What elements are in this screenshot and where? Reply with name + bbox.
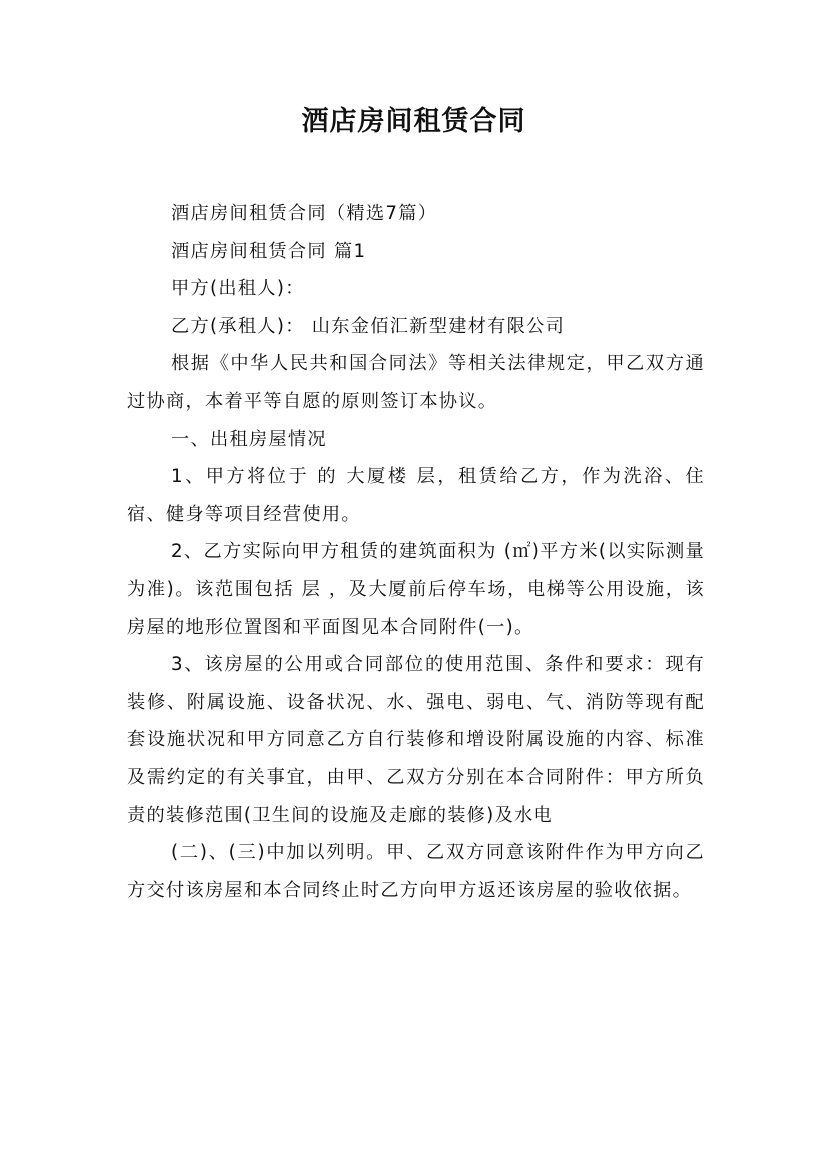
paragraph-section-heading: 一、出租房屋情况 (171, 428, 327, 450)
paragraph-clause-2: 2、乙方实际向甲方租赁的建筑面积为 (㎡)平方米(以实际测量为准)。该范围包括 层 ，及大厦前后停车场，电梯等公用设施，该房屋的地形位置图和平面图见本合同附件(一)。 (127, 541, 705, 638)
paragraph-party-b: 乙方(承租人)： 山东金佰汇新型建材有限公司 (171, 315, 566, 337)
paragraph-chapter-title: 酒店房间租赁合同 篇1 (171, 240, 367, 262)
paragraph-clause-3: 3、该房屋的公用或合同部位的使用范围、条件和要求：现有装修、附属设施、设备状况、水、强电、弱电、气、消防等现有配套设施状况和甲方同意乙方自行装修和增设附属设施的内容、标准及需约定的有关事宜，由甲、乙双方分别在本合同附件：甲方所负责的装修范围(卫生间的设施及走廊的装修)及水电 (127, 654, 705, 826)
paragraph-clause-3-cont: (二)、(三)中加以列明。甲、乙双方同意该附件作为甲方向乙方交付该房屋和本合同终止时乙方向甲方返还该房屋的验收依据。 (127, 842, 705, 901)
paragraph-clause-1: 1、甲方将位于 的 大厦楼 层，租赁给乙方，作为洗浴、住宿、健身等项目经营使用。 (127, 466, 705, 525)
document-body (127, 195, 705, 909)
document-title: 酒店房间租赁合同 (301, 106, 526, 137)
paragraph-party-a: 甲方(出租人)： (171, 278, 305, 300)
paragraph-heading: 酒店房间租赁合同（精选7篇） (171, 203, 438, 224)
paragraph-preamble: 根据《中华人民共和国合同法》等相关法律规定，甲乙双方通过协商，本着平等自愿的原则签订本协议。 (127, 353, 705, 412)
